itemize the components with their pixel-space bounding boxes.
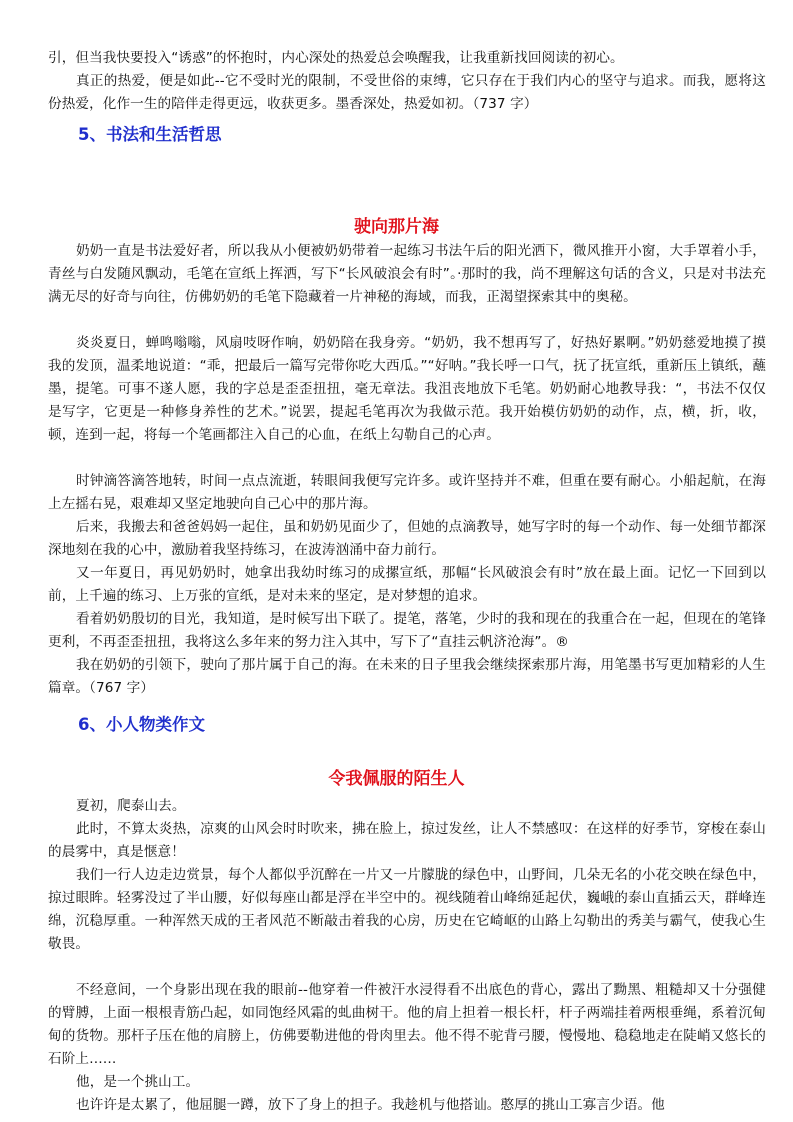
s5-paragraph-2: 炎炎夏日，蝉鸣嗡嗡，风扇吱呀作响，奶奶陪在我身旁。“奶奶，我不想再写了，好热好累啊。”奶奶慈爱地摸了摸我的发顶，温柔地说道：“乖，把最后一篇写完带你吃大西瓜。”“好呐。”我长呼一口气，抚了抚宣纸，重新压上镇纸，蘸墨，提笔。可事不遂人愿，我的字总是歪歪扭扭，毫无章法。我沮丧地放下毛笔。奶奶耐心地教导我：“，书法不仅仅是写字，它更是一种修身养性的艺术。”说罢，提起毛笔再次为我做示范。我开始模仿奶奶的动作，点，横，折，收，顿，连到一起，将每一个笔画都注入自己的心血，在纸上勾勒自己的心声。 xyxy=(48,335,766,443)
section-5-heading: 5、书法和生活哲思 xyxy=(78,125,222,144)
intro-paragraph-2: 真正的热爱，便是如此--它不受时光的限制，不受世俗的束缚，它只存在于我们内心的坚守与追求。而我，愿将这份热爱，化作一生的陪伴走得更远，收获更多。墨香深处，热爱如初。（737 字） xyxy=(48,73,766,112)
s6-paragraph-4: 不经意间，一个身影出现在我的眼前--他穿着一件被汗水浸得看不出底色的背心，露出了黝黑、粗糙却又十分强健的臂膊，上面一根根青筋凸起，如同饱经风霜的虬曲树干。他的肩上担着一根长杆，杆子两端挂着两根垂绳，系着沉甸甸的货物。那杆子压在他的肩膀上，仿佛要勒进他的骨肉里去。他不得不驼背弓腰，慢慢地、稳稳地走在陡峭又悠长的石阶上…… xyxy=(48,982,766,1067)
s5-paragraph-4: 后来，我搬去和爸爸妈妈一起住，虽和奶奶见面少了，但她的点滴教导，她写字时的每一个动作、每一处细节都深深地刻在我的心中，激励着我坚持练习，在波涛汹涌中奋力前行。 xyxy=(48,519,766,558)
s5-paragraph-5: 又一年夏日，再见奶奶时，她拿出我幼时练习的成摞宣纸，那幅“长风破浪会有时”放在最上面。记忆一下回到以前，上千遍的练习、上万张的宣纸，是对未来的坚定，是对梦想的追求。 xyxy=(48,565,766,604)
s5-paragraph-6: 看着奶奶殷切的目光，我知道，是时候写出下联了。提笔，落笔，少时的我和现在的我重合在一起，但现在的笔锋更利，不再歪歪扭扭，我将这么多年来的努力注入其中，写下了“直挂云帆济沧海”。® xyxy=(48,611,766,650)
s6-paragraph-5: 他，是一个挑山工。 xyxy=(76,1074,200,1090)
s5-paragraph-7: 我在奶奶的引领下，驶向了那片属于自己的海。在未来的日子里我会继续探索那片海，用笔墨书写更加精彩的人生篇章。（767 字） xyxy=(48,657,766,696)
essay-title-sail-to-sea: 驶向那片海 xyxy=(354,217,439,237)
s5-paragraph-1: 奶奶一直是书法爱好者，所以我从小便被奶奶带着一起练习书法午后的阳光洒下，微风推开小窗，大手罩着小手，青丝与白发随风飘动，毛笔在宣纸上挥洒，写下“长风破浪会有时”。·那时的我，尚不理解这句话的含义，只是对书法充满无尽的好奇与向往，仿佛奶奶的毛笔下隐藏着一片神秘的海域，而我，正渴望探索其中的奥秘。 xyxy=(48,243,766,305)
s6-paragraph-3: 我们一行人边走边赏景，每个人都似乎沉醉在一片又一片朦胧的绿色中，山野间，几朵无名的小花交映在绿色中，掠过眼眸。轻雾没过了半山腰，好似每座山都是浮在半空中的。视线随着山峰绵延起伏，巍峨的泰山直插云天，群峰连绵，沉稳厚重。一种浑然天成的王者风范不断敲击着我的心房，历史在它崎岖的山路上勾勒出的秀美与霸气，使我心生敬畏。 xyxy=(48,867,766,952)
essay-title-admirable-stranger: 令我佩服的陌生人 xyxy=(328,769,465,789)
s6-paragraph-1: 夏初，爬泰山去。 xyxy=(76,798,186,814)
s6-paragraph-6: 也许许是太累了，他屈腿一蹲，放下了身上的担子。我趁机与他搭讪。憨厚的挑山工寡言少语。他 xyxy=(76,1097,665,1113)
s5-paragraph-3: 时钟滴答滴答地转，时间一点点流逝，转眼间我便写完许多。或许坚持并不难，但重在要有耐心。小船起航，在海上左摇右晃，艰难却又坚定地驶向自己心中的那片海。 xyxy=(48,473,766,512)
s6-paragraph-2: 此时，不算太炎热，凉爽的山风会时时吹来，拂在脸上，掠过发丝，让人不禁感叹：在这样的好季节，穿梭在泰山的晨雾中，真是惬意！ xyxy=(48,821,766,860)
section-6-heading: 6、小人物类作文 xyxy=(78,715,205,734)
intro-paragraph-1: 引，但当我快要投入“诱惑”的怀抱时，内心深处的热爱总会唤醒我，让我重新找回阅读的初心。 xyxy=(48,50,624,66)
